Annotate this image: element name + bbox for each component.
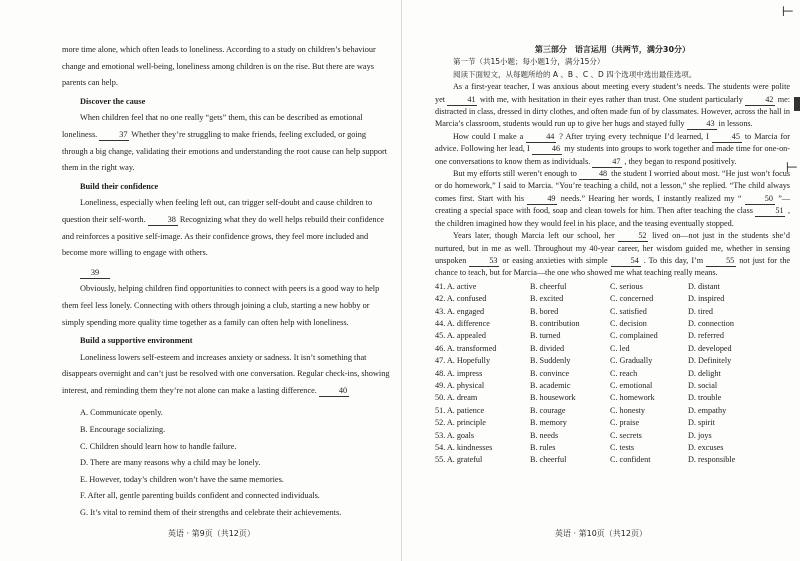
option-a[interactable]: A. Communicate openly. <box>80 408 163 418</box>
choice-option-a[interactable]: 45. A. appealed <box>435 331 486 341</box>
choice-option-c[interactable]: C. confident <box>610 455 651 465</box>
heading-supportive-env: Build a supportive environment <box>80 336 193 346</box>
choice-option-d[interactable]: D. delight <box>688 368 721 378</box>
choice-option-b[interactable]: B. turned <box>530 331 561 341</box>
passage-text: . To this day, I’m <box>643 255 704 265</box>
blank-40[interactable]: 40 <box>319 386 349 397</box>
choice-option-a[interactable]: 53. A. goals <box>435 430 475 440</box>
choice-option-a[interactable]: 46. A. transformed <box>435 343 497 353</box>
section-title: 第三部分 语言运用（共两节，满分30分） <box>534 45 691 54</box>
choice-option-a[interactable]: 44. A. difference <box>435 318 490 328</box>
choice-option-c[interactable]: C. concerned <box>610 294 654 304</box>
corner-mark-top: ⊢ <box>781 4 794 20</box>
blank-50[interactable]: 50 <box>745 194 775 205</box>
subsection-title: 第一节（共15小题；每小题1分，满分15分） <box>453 57 605 67</box>
choice-option-b[interactable]: B. cheerful <box>530 455 567 465</box>
choice-option-d[interactable]: D. Definitely <box>688 356 732 366</box>
choice-option-a[interactable]: 49. A. physical <box>435 380 485 390</box>
right-text <box>435 44 790 467</box>
right-page <box>405 0 800 561</box>
choice-option-b[interactable]: B. needs <box>530 430 559 440</box>
choice-option-b[interactable]: B. contribution <box>530 318 580 328</box>
blank-51[interactable]: 51 <box>755 206 785 217</box>
passage-text: with me, with hesitation in their eyes rather than trust. One student particularly <box>479 94 743 104</box>
paragraph-37: When children feel that no one really “gets” them, this can be described as emotional loneliness. 37 Whether they’re struggling to make friends, feeling excluded, or going through a big change, validating their emotions and understanding the root cause can help support them in the right way. <box>62 113 388 173</box>
passage-text: needs.” Hearing her words, I instantly realized my “ <box>560 193 742 203</box>
blank-52[interactable]: 52 <box>618 231 648 242</box>
blank-41[interactable]: 41 <box>447 95 477 106</box>
option-f[interactable]: F. After all, gentle parenting builds confident and connected individuals. <box>80 491 320 501</box>
choice-option-a[interactable]: 50. A. dream <box>435 393 478 403</box>
choice-option-d[interactable]: D. referred <box>688 331 724 341</box>
passage-text: to Marcia for advice. Following her lead, I <box>435 131 791 154</box>
choice-option-a[interactable]: 52. A. principle <box>435 418 486 428</box>
choice-option-d[interactable]: D. excuses <box>688 443 724 452</box>
choice-option-b[interactable]: B. bored <box>530 306 559 316</box>
choice-option-a[interactable]: 55. A. grateful <box>435 455 483 465</box>
passage-text: , the children imagined how they would feel in his place, and the teasing eventually stopped. <box>435 206 791 228</box>
intro-paragraph: more time alone, which often leads to loneliness. According to a study on children’s behaviour change and emotional well-being, loneliness among children is on the rise. But there are ways parents can help. <box>62 45 376 88</box>
options-list <box>62 405 392 521</box>
passage-text: But my efforts still weren’t enough to <box>453 169 577 179</box>
choice-option-a[interactable]: 41. A. active <box>435 281 477 291</box>
paragraph-38: Loneliness, especially when feeling left out, can trigger self-doubt and cause children to question their self-worth. 38 Recognizing what they do well helps rebuild their confidence and reinforces a positive self-image. As their confidence grows, they feel more included and become more willing to engage with others. <box>62 198 384 258</box>
passage-text: me: distracted in class, dressed in dirty clothes, and often made fun of by classmates. However, across the hall in Marcia’s classroom, students would run up to give her hugs and stayed fully <box>435 94 791 129</box>
choice-option-d[interactable]: D. inspired <box>688 294 725 304</box>
choice-option-b[interactable]: B. Suddenly <box>530 356 571 366</box>
choice-option-b[interactable]: B. memory <box>530 418 567 428</box>
blank-49[interactable]: 49 <box>527 194 557 205</box>
blank-47[interactable]: 47 <box>592 157 622 168</box>
choice-option-a[interactable]: 51. A. patience <box>435 405 485 415</box>
blank-43[interactable]: 43 <box>687 119 717 130</box>
choice-option-c[interactable]: C. tests <box>610 443 635 452</box>
choice-option-c[interactable]: C. satisfied <box>610 306 647 316</box>
blank-53[interactable]: 53 <box>469 256 499 267</box>
choice-option-a[interactable]: 54. A. kindnesses <box>435 443 493 452</box>
option-c[interactable]: C. Children should learn how to handle failure. <box>80 441 237 451</box>
choice-option-c[interactable]: C. secrets <box>610 430 642 440</box>
passage-text: not just for the chance to teach, but for Marcia—the one who showed me what teaching really means. <box>435 255 791 278</box>
choice-option-d[interactable]: D. developed <box>688 343 732 353</box>
passage-text: or easing anxieties with simple <box>502 255 608 265</box>
heading-discover-cause: Discover the cause <box>80 96 146 106</box>
choice-option-c[interactable]: C. Gradually <box>610 356 653 366</box>
choice-option-d[interactable]: D. trouble <box>688 393 722 403</box>
blank-39[interactable]: 39 <box>80 268 110 279</box>
passage-text: As a first-year teacher, I was anxious about meeting every student’s needs. The students were polite yet <box>435 82 790 104</box>
option-b[interactable]: B. Encourage socializing. <box>80 425 166 435</box>
choice-option-d[interactable]: D. tired <box>688 306 714 316</box>
choice-option-d[interactable]: D. distant <box>688 281 720 291</box>
corner-mark-right: ⊢ <box>785 160 798 176</box>
blank-37[interactable]: 37 <box>99 130 129 141</box>
blank-38[interactable]: 38 <box>148 215 178 226</box>
choice-option-c[interactable]: C. emotional <box>610 380 653 390</box>
option-e[interactable]: E. However, today’s children won’t have the same memories. <box>80 474 284 484</box>
choice-option-b[interactable]: B. academic <box>530 380 571 390</box>
choice-option-a[interactable]: 48. A. impress <box>435 368 483 378</box>
choice-option-d[interactable]: D. empathy <box>688 405 727 415</box>
blank-45[interactable]: 45 <box>712 132 742 143</box>
heading-build-confidence: Build their confidence <box>80 181 159 191</box>
blank-44[interactable]: 44 <box>526 132 556 143</box>
edge-tab <box>794 97 800 111</box>
choice-option-b[interactable]: B. convince <box>530 368 570 378</box>
choice-option-d[interactable]: D. connection <box>688 318 734 328</box>
page-footer-10: 英语 · 第10页（共12页） <box>555 529 647 538</box>
choice-option-b[interactable]: B. cheerful <box>530 281 567 291</box>
choice-option-c[interactable]: C. serious <box>610 281 643 291</box>
passage-text: lived on—not just in the students she’d nurtured, but in me as well. Throughout my 40-year career, her wisdom guided me, whether in sensing unspoken <box>435 231 790 265</box>
passage-text: , they began to respond positively. <box>624 156 737 166</box>
passage-text: ? After trying every technique I’d learned, I <box>559 131 709 141</box>
passage-text: the student I worried about most. “He just won’t focus or do homework,” I said to Marcia. “You’re teaching a child, not a lesson,” she replied. “The child always comes first. Start with his <box>435 169 791 203</box>
passage-paragraph-3 <box>435 168 790 230</box>
choice-option-b[interactable]: B. rules <box>530 443 556 452</box>
choice-option-d[interactable]: D. spirit <box>688 418 715 428</box>
blank-42[interactable]: 42 <box>745 95 775 106</box>
left-text <box>62 42 392 522</box>
passage-text: in lessons. <box>718 119 753 129</box>
passage-text: Years later, though Marcia left our school, her <box>453 231 615 241</box>
choice-option-b[interactable]: B. divided <box>530 343 565 353</box>
choice-option-b[interactable]: B. courage <box>530 405 566 415</box>
page-footer-9: 英语 · 第9页（共12页） <box>168 529 255 538</box>
choice-option-c[interactable]: C. reach <box>610 368 638 378</box>
blank-48[interactable]: 48 <box>579 169 609 180</box>
passage-text: ”—creating a special space with food, soap and clean towels for him. Then after teaching the class <box>435 193 791 216</box>
choice-option-c[interactable]: C. decision <box>610 318 647 328</box>
instruction: 阅读下面短文，从每题所给的 A 、B 、C 、D 四个选项中选出最佳选项。 <box>453 69 697 79</box>
choice-option-c[interactable]: C. homework <box>610 393 655 403</box>
choice-option-a[interactable]: 47. A. Hopefully <box>435 356 491 366</box>
paragraph-39 <box>62 265 392 282</box>
passage-paragraph-2 <box>435 131 790 168</box>
choice-option-c[interactable]: C. praise <box>610 418 640 428</box>
choice-option-d[interactable]: D. joys <box>688 430 712 440</box>
paragraph-peers: Obviously, helping children find opportunities to connect with peers is a good way to help them feel less lonely. Connecting with others through joining a club, starting a new hobby or simply spending more quality time together as a family can often help with loneliness. <box>62 284 380 327</box>
blank-54[interactable]: 54 <box>611 256 641 267</box>
option-d[interactable]: D. There are many reasons why a child may be lonely. <box>80 458 261 468</box>
choice-option-c[interactable]: C. led <box>610 343 630 353</box>
passage-paragraph-4 <box>435 230 790 280</box>
option-g[interactable]: G. It’s vital to remind them of their strengths and celebrate their achievements. <box>80 508 342 518</box>
choice-option-c[interactable]: C. complained <box>610 331 658 341</box>
choice-option-d[interactable]: D. responsible <box>688 455 736 465</box>
choice-option-b[interactable]: B. excited <box>530 294 564 304</box>
passage-paragraph-1 <box>435 81 790 131</box>
paragraph-40: Loneliness lowers self-esteem and increases anxiety or sadness. It isn’t something that disappears overnight and can’t just be resolved with one conversation. Regular check-ins, showing interest, and reminding them they’re not alone can make a lasting difference. 40 <box>62 352 390 395</box>
choice-option-c[interactable]: C. honesty <box>610 405 646 415</box>
blank-55[interactable]: 55 <box>706 256 736 267</box>
choice-option-a[interactable]: 42. A. confused <box>435 294 487 304</box>
choice-option-a[interactable]: 43. A. engaged <box>435 306 485 316</box>
passage-text: How could I make a <box>453 131 524 141</box>
choice-option-d[interactable]: D. social <box>688 380 718 390</box>
blank-46[interactable]: 46 <box>532 144 562 155</box>
choice-option-b[interactable]: B. housework <box>530 393 576 403</box>
passage-text: my students into groups to work together and made time for one-on-one conversations to know them as individuals. <box>435 144 791 166</box>
page-divider <box>401 0 402 561</box>
choice-table <box>435 281 790 467</box>
